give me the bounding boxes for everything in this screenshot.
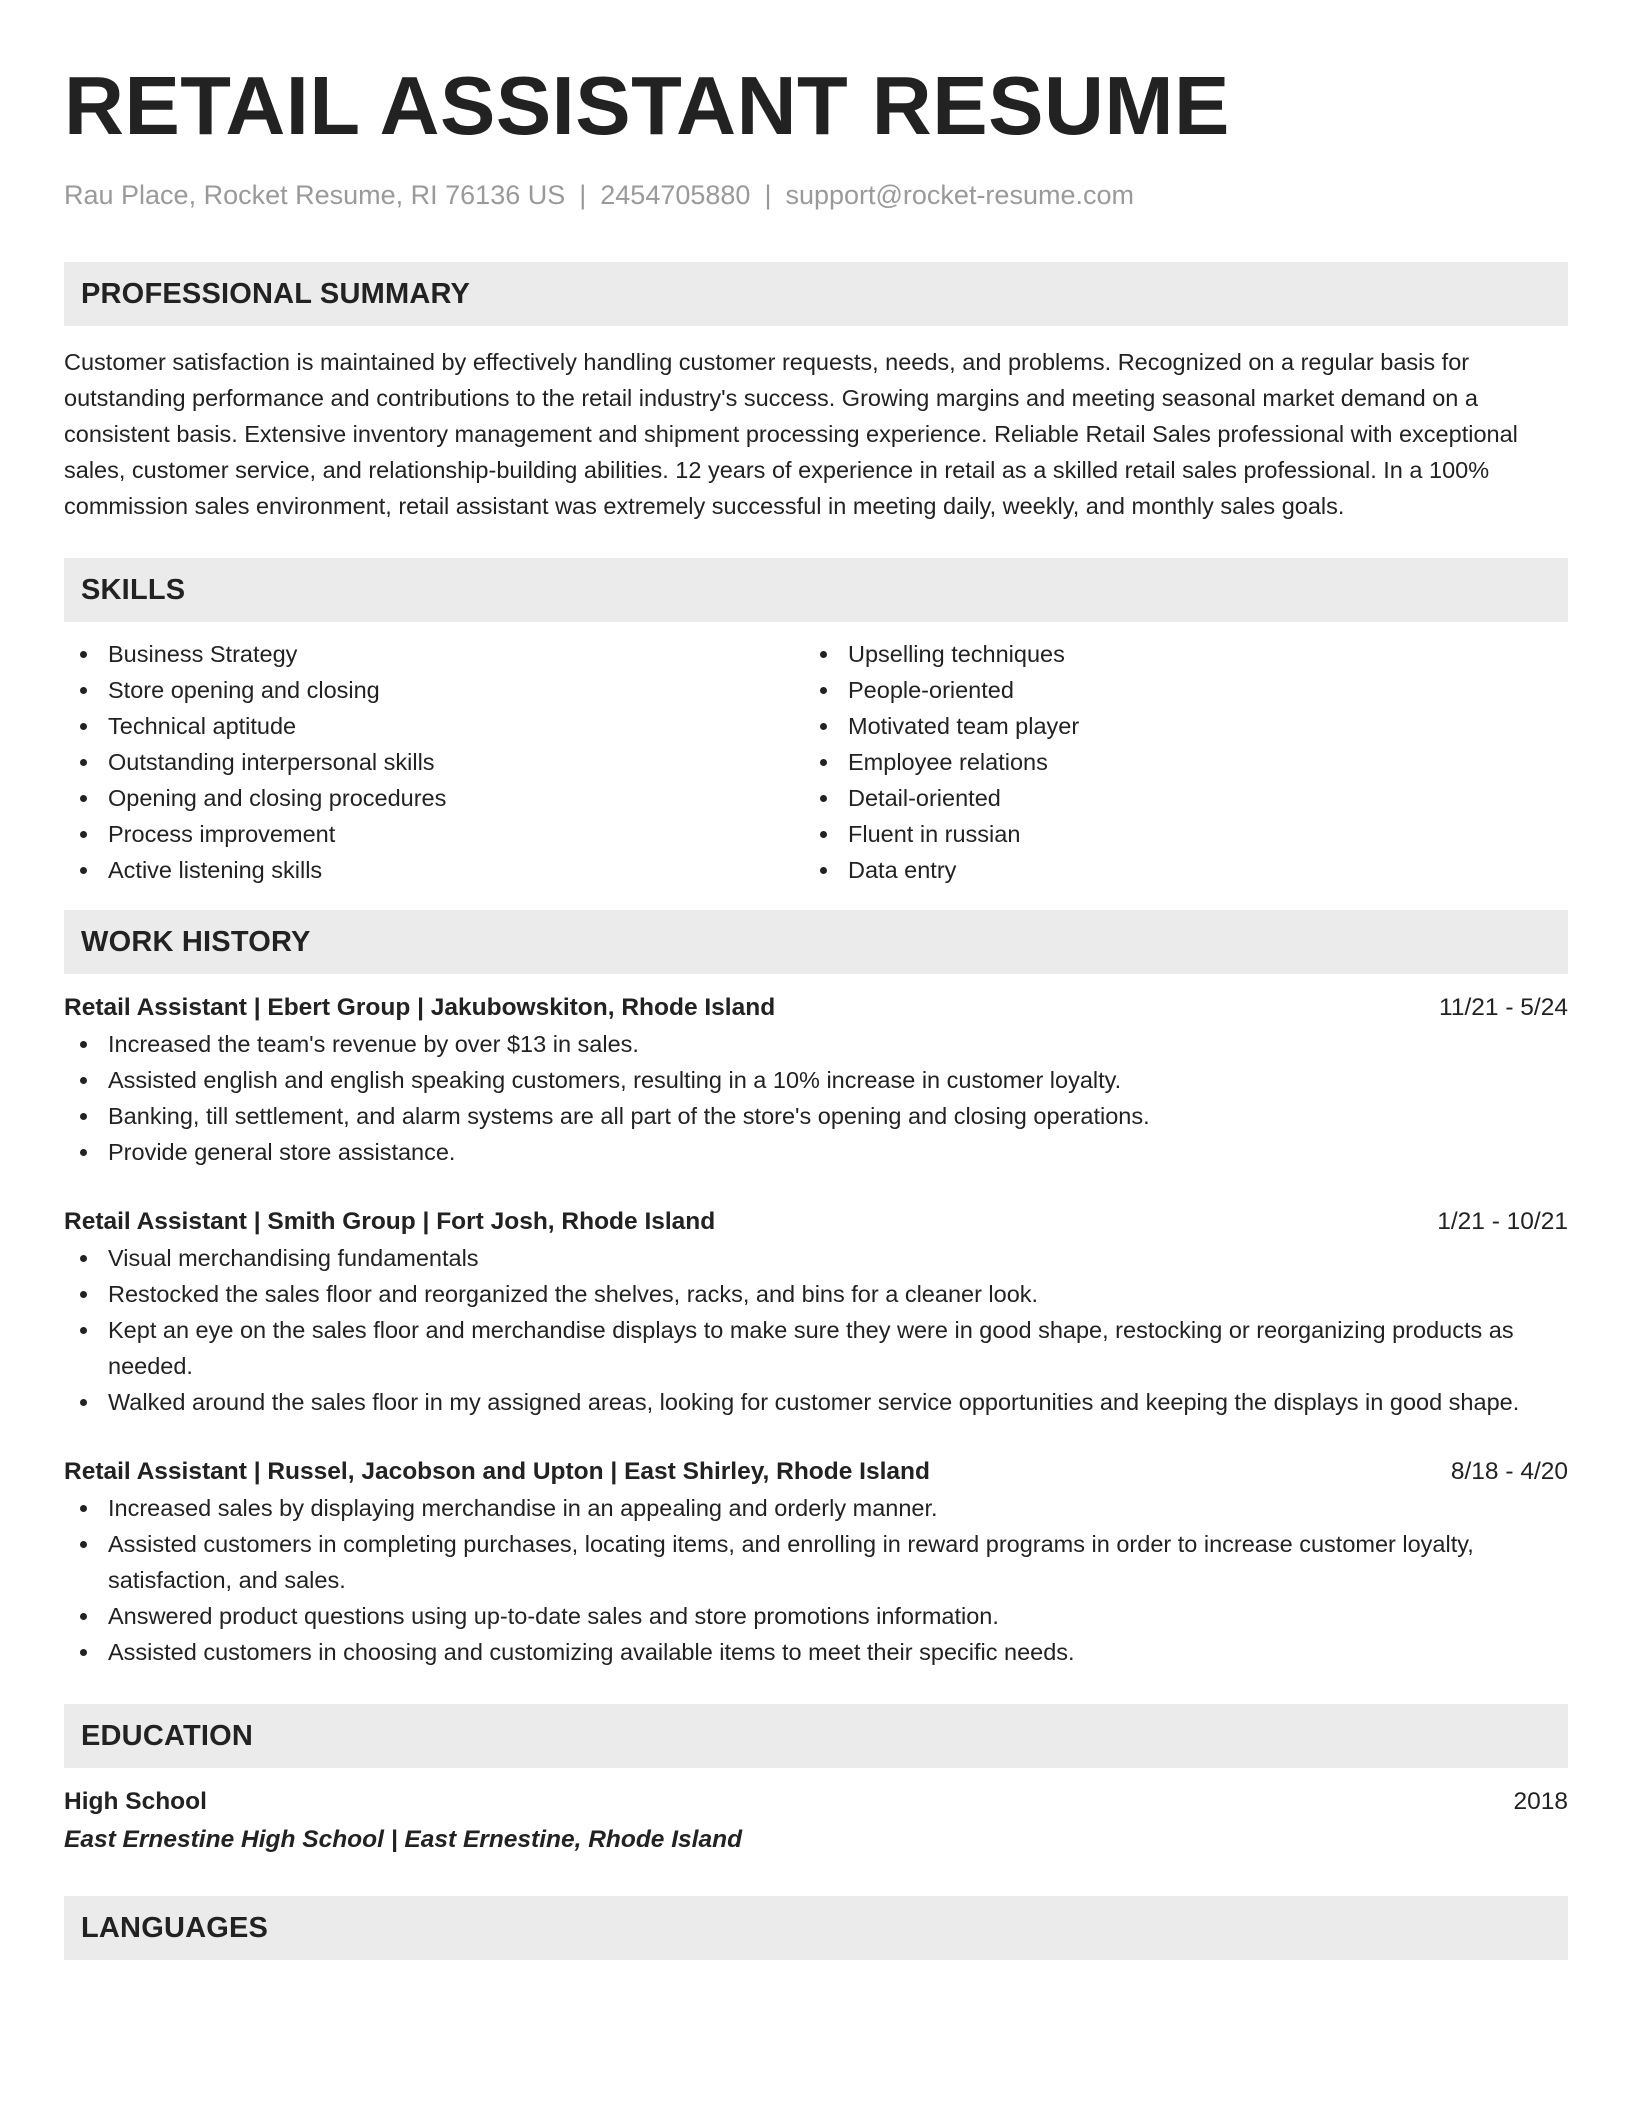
contact-email: support@rocket-resume.com <box>785 180 1134 210</box>
section-header-work-history: WORK HISTORY <box>64 910 1568 974</box>
section-header-summary: PROFESSIONAL SUMMARY <box>64 262 1568 326</box>
skill-item: Technical aptitude <box>64 708 804 744</box>
job-heading <box>64 1204 1568 1240</box>
education-school: East Ernestine High School | East Ernestine, Rhode Island <box>64 1826 743 1853</box>
job-bullets <box>64 1490 1568 1670</box>
job-title: Retail Assistant | Ebert Group | Jakubowskiton, Rhode Island <box>64 994 776 1021</box>
job-title: Retail Assistant | Smith Group | Fort Josh, Rhode Island <box>64 1208 716 1235</box>
job-bullets <box>64 1026 1568 1170</box>
contact-line <box>64 178 1568 212</box>
skill-item: Opening and closing procedures <box>64 780 804 816</box>
job-bullet: Increased the team's revenue by over $13 in sales. <box>64 1026 1568 1062</box>
job-bullet: Answered product questions using up-to-date sales and store promotions information. <box>64 1598 1568 1634</box>
job-bullet: Assisted english and english speaking customers, resulting in a 10% increase in customer loyalty. <box>64 1062 1568 1098</box>
section-header-languages: LANGUAGES <box>64 1896 1568 1960</box>
section-header-education: EDUCATION <box>64 1704 1568 1768</box>
skills-column-left <box>64 636 804 888</box>
skill-item: Outstanding interpersonal skills <box>64 744 804 780</box>
skills-list <box>64 636 1568 888</box>
skill-item: Active listening skills <box>64 852 804 888</box>
education-degree: High School <box>64 1788 207 1815</box>
job-bullet: Kept an eye on the sales floor and merchandise displays to make sure they were in good shape, restocking or reorganizing products as needed. <box>64 1312 1568 1384</box>
job-bullet: Assisted customers in choosing and customizing available items to meet their specific needs. <box>64 1634 1568 1670</box>
job-bullet: Restocked the sales floor and reorganized the shelves, racks, and bins for a cleaner look. <box>64 1276 1568 1312</box>
summary-text: Customer satisfaction is maintained by effectively handling customer requests, needs, and problems. Recognized on a regular basis for outstanding performance and contributions to the retail industry's success. Growing margins and meeting seasonal market demand on a consistent basis. Extensive inventory management and shipment processing experience. Reliable Retail Sales professional with exceptional sales, customer service, and relationship-building abilities. 12 years of experience in retail as a skilled retail sales professional. In a 100% commission sales environment, retail assistant was extremely successful in meeting daily, weekly, and monthly sales goals. <box>64 349 1518 519</box>
job-bullet: Increased sales by displaying merchandise in an appealing and orderly manner. <box>64 1490 1568 1526</box>
job-dates: 11/21 - 5/24 <box>1439 994 1568 1021</box>
skill-item: Fluent in russian <box>804 816 1544 852</box>
skill-item: Data entry <box>804 852 1544 888</box>
section-header-skills: SKILLS <box>64 558 1568 622</box>
job-bullet: Banking, till settlement, and alarm systems are all part of the store's opening and closing operations. <box>64 1098 1568 1134</box>
job-bullet: Walked around the sales floor in my assigned areas, looking for customer service opportunities and keeping the displays in good shape. <box>64 1384 1568 1420</box>
job-title: Retail Assistant | Russel, Jacobson and Upton | East Shirley, Rhode Island <box>64 1458 930 1485</box>
education-heading <box>64 1784 1568 1820</box>
job-bullets <box>64 1240 1568 1420</box>
contact-address: Rau Place, Rocket Resume, RI 76136 US <box>64 180 566 210</box>
job-dates: 8/18 - 4/20 <box>1450 1458 1568 1485</box>
skill-item: Store opening and closing <box>64 672 804 708</box>
skill-item: Detail-oriented <box>804 780 1544 816</box>
skill-item: Upselling techniques <box>804 636 1544 672</box>
skill-item: Motivated team player <box>804 708 1544 744</box>
contact-separator: | <box>579 180 587 210</box>
job-heading <box>64 990 1568 1026</box>
skills-column-right <box>804 636 1544 888</box>
job-bullet: Provide general store assistance. <box>64 1134 1568 1170</box>
skill-item: Process improvement <box>64 816 804 852</box>
resume-title: RETAIL ASSISTANT RESUME <box>64 59 1230 152</box>
job-dates: 1/21 - 10/21 <box>1437 1208 1568 1235</box>
contact-separator: | <box>764 180 772 210</box>
job-heading <box>64 1454 1568 1490</box>
job-bullet: Visual merchandising fundamentals <box>64 1240 1568 1276</box>
contact-phone: 2454705880 <box>600 180 751 210</box>
education-year: 2018 <box>1513 1788 1568 1815</box>
skill-item: Business Strategy <box>64 636 804 672</box>
skill-item: Employee relations <box>804 744 1544 780</box>
job-bullet: Assisted customers in completing purchases, locating items, and enrolling in reward programs in order to increase customer loyalty, satisfaction, and sales. <box>64 1526 1568 1598</box>
skill-item: People-oriented <box>804 672 1544 708</box>
